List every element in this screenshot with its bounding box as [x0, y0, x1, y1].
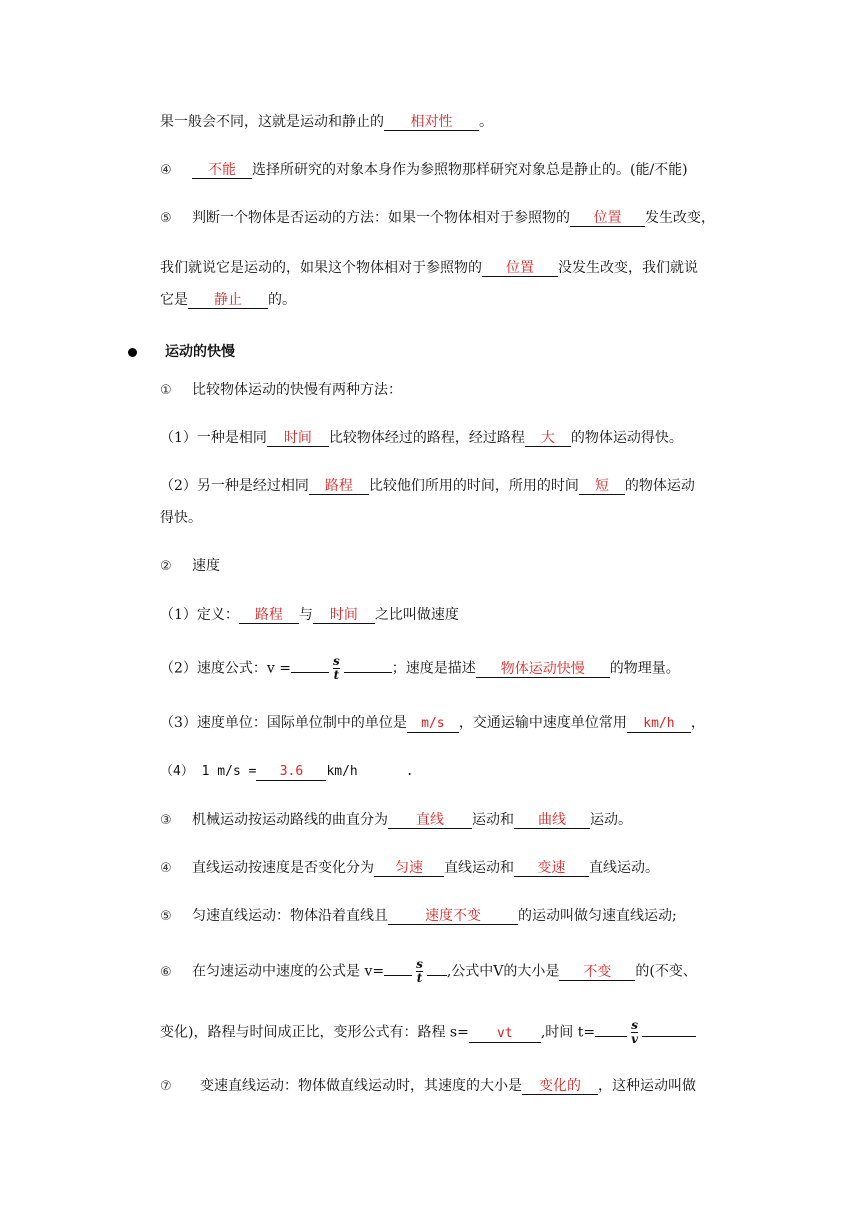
- speed-definition: （1）定义： 路程 与 时间 之比叫做速度: [160, 607, 459, 623]
- item-5-line-3: 它是 静止 的。: [160, 292, 296, 308]
- item-5-judge-motion: ⑤ 判断一个物体是否运动的方法：如果一个物体相对于参照物的 位置 发生改变，: [160, 208, 715, 229]
- answer-blank: 曲线: [514, 812, 590, 829]
- item-7-variable-motion: ⑦ 变速直线运动：物体做直线运动时，其速度的大小是 变化的 ，这种运动叫做: [160, 1076, 696, 1097]
- item-1-methods: ① 比较物体运动的快慢有两种方法：: [160, 380, 402, 401]
- item-5-line-2: 我们就说它是运动的，如果这个物体相对于参照物的 位置 没发生改变，我们就说: [160, 260, 698, 276]
- item-number: ⑦: [160, 1079, 172, 1094]
- answer-blank: 物体运动快慢: [476, 661, 610, 678]
- item-5-uniform-motion: ⑤ 匀速直线运动：物体沿着直线且 速度不变 的运动叫做匀速直线运动;: [160, 906, 677, 927]
- method-2-line-2: 得快。: [160, 510, 202, 526]
- answer-blank: km/h: [627, 716, 691, 733]
- answer-blank: 相对性: [384, 114, 479, 131]
- answer-blank: m/s: [407, 716, 459, 733]
- answer-blank: 变速: [514, 860, 589, 877]
- fraction-s-over-v: $\frac{s}{v}$: [631, 1018, 639, 1046]
- speed-units: （3）速度单位：国际单位制中的单位是 m/s ，交通运输中速度单位常用 km/h ，: [160, 715, 705, 731]
- item-number: ⑤: [160, 211, 172, 226]
- answer-blank: 变化的: [522, 1078, 598, 1095]
- answer-blank: 路程: [239, 607, 299, 624]
- answer-blank: 不变: [559, 964, 635, 981]
- item-number: ⑤: [160, 909, 172, 924]
- answer-blank: 静止: [188, 292, 268, 309]
- answer-blank: vt: [469, 1026, 541, 1043]
- answer-blank: 3.6: [256, 764, 326, 781]
- answer-blank: 位置: [570, 210, 645, 227]
- section-heading: 运动的快慢: [128, 342, 235, 362]
- answer-blank: 匀速: [374, 860, 444, 877]
- answer-blank: 速度不变: [388, 908, 518, 925]
- answer-blank: 短: [579, 478, 625, 495]
- answer-blank: 大: [525, 430, 571, 447]
- answer-blank: 直线: [388, 812, 472, 829]
- unit-conversion: （4） 1 m/s = 3.6 km/h .: [160, 764, 414, 779]
- speed-formula: （2）速度公式：$v = \frac{s}{t}$ ；速度是描述 物体运动快慢 的物理量。: [160, 654, 680, 682]
- item-number: ③: [160, 813, 172, 828]
- answer-blank: 时间: [313, 607, 375, 624]
- item-number: ④: [160, 861, 172, 876]
- item-number: ⑥: [160, 964, 172, 980]
- item-4-reference: ④ 不能 选择所研究的对象本身作为参照物那样研究对象总是静止的。(能/不能): [160, 160, 688, 181]
- item-6-uniform-formula: ⑥ 在匀速运动中速度的公式是 $v= \frac{s}{t}$ ,公式中V的大小是 不变 的(不变、: [160, 957, 697, 985]
- item-number: ②: [160, 559, 172, 574]
- item-6-line-2: 变化)，路程与时间成正比，变形公式有：路程 s= vt ,时间 $t= \frac{s}{v}$: [160, 1019, 696, 1046]
- item-number: ④: [160, 163, 172, 178]
- item-3-motion-path: ③ 机械运动按运动路线的曲直分为 直线 运动和 曲线 运动。: [160, 810, 632, 831]
- fraction-s-over-t: $\frac{s}{t}$: [333, 654, 340, 682]
- paragraph-relativity: 果一般会不同，这就是运动和静止的 相对性 。: [160, 114, 493, 130]
- fraction-s-over-t: $\frac{s}{t}$: [416, 957, 423, 985]
- item-4-speed-change: ④ 直线运动按速度是否变化分为 匀速 直线运动和 变速 直线运动。: [160, 858, 659, 879]
- item-number: ①: [160, 383, 172, 398]
- bullet-icon: [128, 348, 137, 357]
- item-2-speed: ② 速度: [160, 556, 220, 577]
- answer-blank: 路程: [309, 478, 369, 495]
- answer-blank: 时间: [267, 430, 329, 447]
- method-2: （2）另一种是经过相同 路程 比较他们所用的时间，所用的时间 短 的物体运动: [160, 478, 695, 494]
- method-1: （1）一种是相同 时间 比较物体经过的路程，经过路程 大 的物体运动得快。: [160, 430, 683, 446]
- answer-blank: 不能: [192, 162, 252, 179]
- answer-blank: 位置: [482, 260, 558, 277]
